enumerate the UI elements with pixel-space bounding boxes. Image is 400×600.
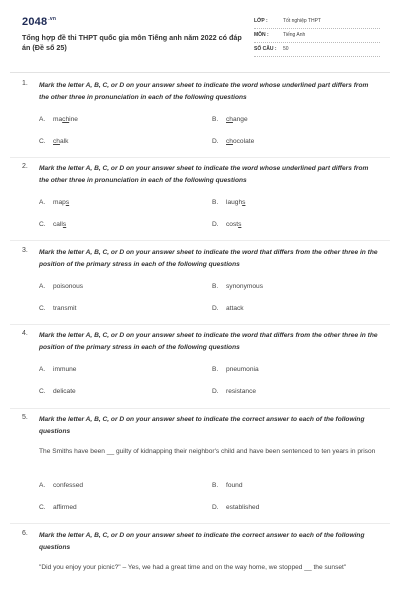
option-letter: D. [212, 221, 219, 228]
option-d[interactable] [212, 221, 241, 228]
option-text: immune [53, 366, 77, 373]
question-divider [10, 240, 390, 241]
option-c[interactable] [39, 388, 76, 395]
meta-label-socau: SỐ CÂU : [254, 46, 277, 52]
option-letter: C. [39, 504, 46, 511]
option-letter: B. [212, 482, 219, 489]
option-letter: C. [39, 388, 46, 395]
logo-suffix: .vn [48, 16, 57, 22]
option-text: poisonous [53, 283, 84, 290]
option-text: resistance [226, 388, 257, 395]
option-b[interactable] [212, 482, 243, 489]
underlined-part: ch [53, 138, 60, 145]
question-number: 6. [22, 530, 28, 537]
question-number: 5. [22, 414, 28, 421]
question-sentence: "Did you enjoy your picnic?" – Yes, we had a great time and on the way home, we stopped __ the sunset" [39, 564, 347, 571]
option-b[interactable] [212, 116, 248, 123]
option-d[interactable] [212, 138, 254, 145]
option-letter: A. [39, 366, 46, 373]
question-divider [10, 408, 390, 409]
option-c[interactable] [39, 305, 76, 312]
underlined-part: s [65, 199, 70, 206]
option-letter: A. [39, 116, 46, 123]
option-a[interactable] [39, 283, 83, 290]
question-instruction: Mark the letter A, B, C, or D on your answer sheet to indicate the word whose underlined part differs from the other three in pronunciation in each of the following questions [39, 165, 369, 184]
option-letter: C. [39, 221, 46, 228]
meta-label-lop: LỚP : [254, 18, 268, 24]
option-text: ocolate [232, 138, 255, 145]
option-text: ange [232, 116, 248, 123]
question-instruction: Mark the letter A, B, C, or D on your answer sheet to indicate the word that differs from the other three in the position of the primary stress in each of the following questions [39, 332, 378, 351]
option-letter: A. [39, 199, 46, 206]
option-letter: C. [39, 138, 46, 145]
document-title: Tổng hợp đề thi THPT quốc gia môn Tiếng anh năm 2022 có đáp án (Đề số 25) [22, 33, 242, 52]
option-text: laugh [226, 199, 243, 206]
option-c[interactable] [39, 221, 66, 228]
option-d[interactable] [212, 305, 244, 312]
option-a[interactable] [39, 116, 78, 123]
option-text: pneumonia [226, 366, 259, 373]
option-letter: D. [212, 504, 219, 511]
option-letter: A. [39, 482, 46, 489]
underlined-part: s [242, 199, 246, 206]
option-text: transmit [53, 305, 77, 312]
underlined-part: s [238, 221, 242, 228]
meta-value-socau: 50 [283, 46, 289, 52]
option-text: ma [53, 116, 63, 123]
option-text: alk [59, 138, 69, 145]
option-c[interactable] [39, 504, 77, 511]
meta-value-lop: Tốt nghiệp THPT [283, 18, 321, 24]
option-letter: B. [212, 116, 219, 123]
option-text: map [53, 199, 66, 206]
option-letter: D. [212, 388, 219, 395]
option-b[interactable] [212, 283, 263, 290]
question-number: 3. [22, 247, 28, 254]
logo-text: 2048 [22, 16, 48, 28]
option-a[interactable] [39, 482, 83, 489]
page-header [0, 0, 400, 64]
question-instruction: Mark the letter A, B, C, or D on your answer sheet to indicate the word that differs from the other three in the position of the primary stress in each of the following questions [39, 249, 378, 268]
option-d[interactable] [212, 388, 256, 395]
underlined-part: s [62, 221, 67, 228]
meta-row-mon [254, 30, 380, 43]
option-b[interactable] [212, 199, 245, 206]
option-text: cost [226, 221, 239, 228]
option-letter: B. [212, 366, 219, 373]
meta-value-mon: Tiếng Anh [283, 32, 306, 38]
option-b[interactable] [212, 366, 259, 373]
question-instruction: Mark the letter A, B, C, or D on your answer sheet to indicate the correct answer to each of the following questions [39, 532, 365, 551]
underlined-part: ch [226, 116, 233, 123]
option-text: attack [226, 305, 244, 312]
option-a[interactable] [39, 366, 76, 373]
option-c[interactable] [39, 138, 68, 145]
meta-label-mon: MÔN : [254, 32, 269, 38]
site-logo[interactable] [22, 16, 56, 28]
header-divider [10, 72, 390, 73]
option-d[interactable] [212, 504, 259, 511]
option-letter: C. [39, 305, 46, 312]
option-text: delicate [53, 388, 76, 395]
option-letter: B. [212, 283, 219, 290]
question-divider [10, 324, 390, 325]
option-text: affirmed [53, 504, 77, 511]
question-sentence: The Smiths have been __ guilty of kidnapping their neighbor's child and have been sentenced to ten years in prison [39, 448, 376, 455]
option-text: synonymous [226, 283, 264, 290]
option-letter: A. [39, 283, 46, 290]
meta-row-socau [254, 44, 380, 57]
question-number: 2. [22, 163, 28, 170]
underlined-part: ch [226, 138, 233, 145]
option-text: confessed [53, 482, 84, 489]
option-a[interactable] [39, 199, 69, 206]
option-letter: D. [212, 305, 219, 312]
meta-row-lop [254, 16, 380, 29]
question-instruction: Mark the letter A, B, C, or D on your answer sheet to indicate the word whose underlined part differs from the other three in pronunciation in each of the following questions [39, 82, 369, 101]
question-number: 1. [22, 80, 28, 87]
option-text: ine [69, 116, 78, 123]
question-divider [10, 157, 390, 158]
option-text: call [53, 221, 63, 228]
option-letter: D. [212, 138, 219, 145]
exam-meta [254, 16, 380, 58]
question-number: 4. [22, 330, 28, 337]
option-letter: B. [212, 199, 219, 206]
question-instruction: Mark the letter A, B, C, or D on your answer sheet to indicate the correct answer to each of the following questions [39, 416, 365, 435]
underlined-part: ch [62, 116, 70, 123]
question-divider [10, 523, 390, 524]
option-text: found [226, 482, 243, 489]
option-text: established [226, 504, 260, 511]
